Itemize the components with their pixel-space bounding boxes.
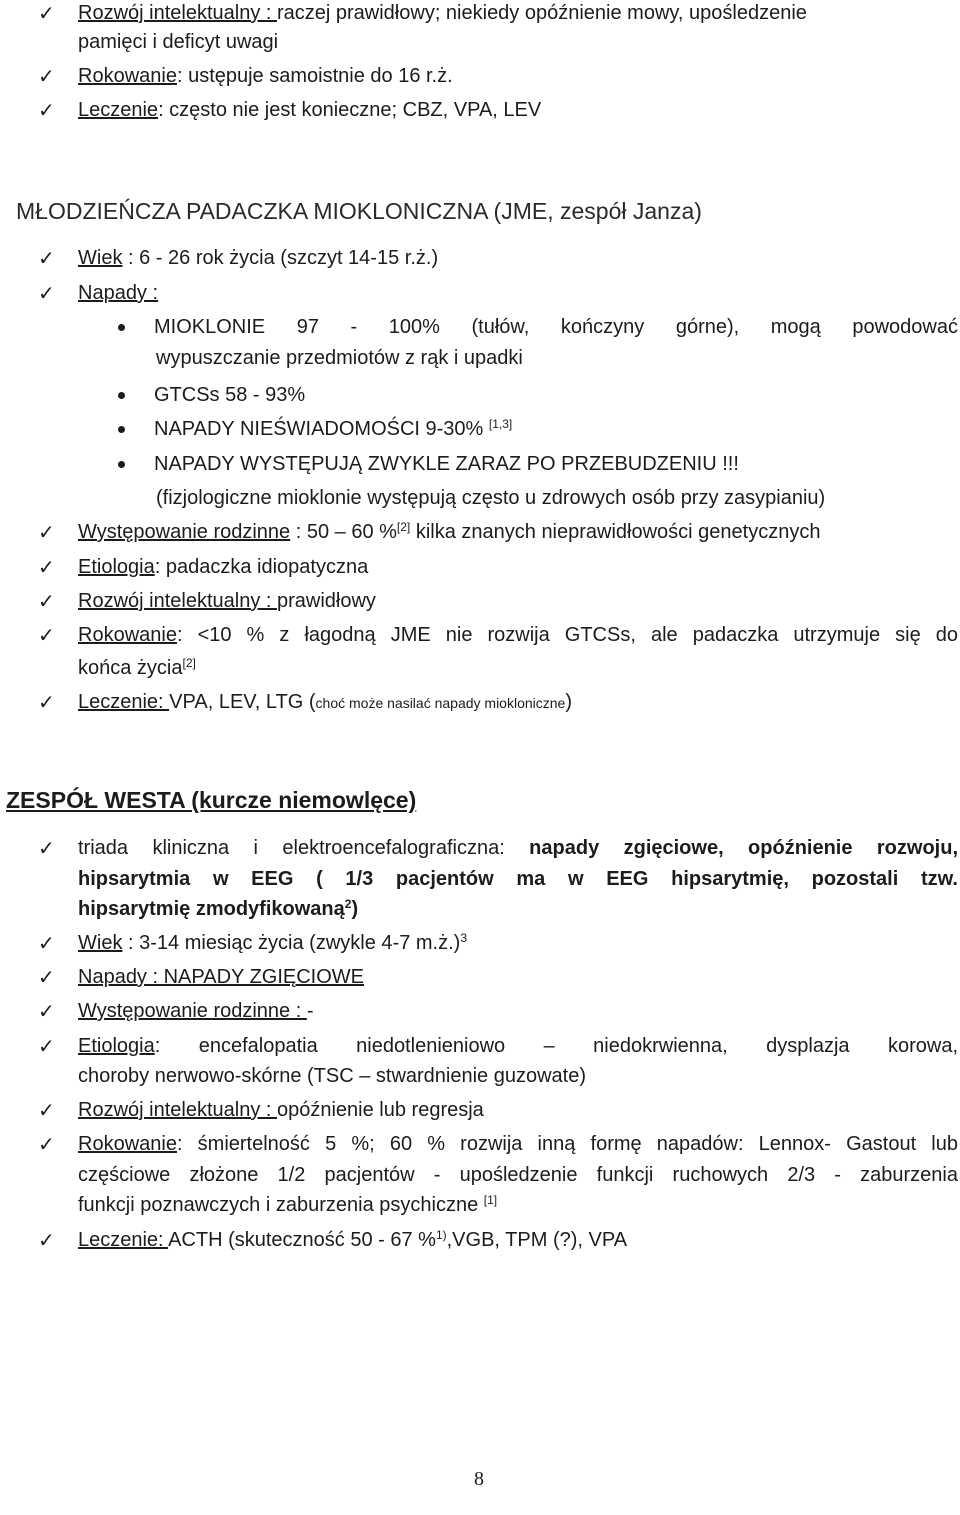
jme-rodzinne-ref: [2]	[396, 520, 411, 534]
jme-rokowanie-ref: [2]	[182, 656, 196, 670]
west-rokowanie-ref: [1]	[483, 1193, 498, 1207]
west-leczenie-value: ACTH (skuteczność 50 - 67 %	[168, 1229, 436, 1251]
jme-rodzinne-line	[78, 520, 820, 544]
west-triada-line-3	[78, 897, 358, 921]
jme-rozwoj-value: prawidłowy	[276, 590, 376, 612]
jme-rokowanie-label: Rokowanie	[78, 624, 177, 646]
jme-nieswiadomosci-text: NAPADY NIEŚWIADOMOŚCI 9-30%	[154, 418, 489, 440]
checkmark-icon: ✓	[38, 1228, 55, 1252]
jme-nieswiadomosci-ref: [1,3]	[488, 417, 513, 431]
intro-rokowanie-value: : ustępuje samoistnie do 16 r.ż.	[176, 65, 453, 87]
west-rozwoj-label: Rozwój intelektualny :	[78, 1099, 277, 1121]
jme-heading: MŁODZIEŃCZA PADACZKA MIOKLONICZNA (JME, zespół Janza)	[16, 198, 702, 224]
west-triada-bold: napady zgięciowe, opóźnienie rozwoju,	[529, 837, 958, 859]
checkmark-icon: ✓	[38, 1132, 55, 1156]
west-triada-sup: 2	[344, 897, 352, 911]
checkmark-icon: ✓	[38, 690, 55, 714]
checkmark-icon: ✓	[38, 965, 55, 989]
bullet-dot-icon	[118, 324, 125, 331]
intro-leczenie-line	[78, 98, 541, 122]
checkmark-icon: ✓	[38, 1098, 55, 1122]
intro-rozwoj-value: raczej prawidłowy; niekiedy opóźnienie mowy, upośledzenie	[276, 2, 807, 24]
jme-leczenie-value: VPA, LEV, LTG (	[169, 691, 316, 713]
intro-rokowanie-line	[78, 64, 453, 88]
west-rodzinne-value: -	[306, 1000, 314, 1022]
jme-leczenie-label: Leczenie:	[78, 691, 170, 713]
jme-rodzinne-label: Występowanie rodzinne	[78, 521, 291, 543]
jme-leczenie-line	[78, 690, 572, 715]
checkmark-icon: ✓	[38, 1, 55, 25]
west-etiologia-label: Etiologia	[78, 1035, 155, 1057]
west-etiologia-line-2: choroby nerwowo-skórne (TSC – stwardnienie guzowate)	[78, 1065, 587, 1087]
checkmark-icon: ✓	[38, 64, 55, 88]
jme-wiek-label: Wiek	[78, 247, 123, 269]
jme-fizjologiczne: (fizjologiczne mioklonie występują często u zdrowych osób przy zasypianiu)	[156, 487, 826, 509]
west-triada-line	[78, 836, 958, 860]
jme-wiek-value: : 6 - 26 rok życia (szczyt 14-15 r.ż.)	[122, 247, 439, 269]
west-rozwoj-line	[78, 1098, 484, 1122]
west-wiek-sup: 3	[460, 931, 467, 945]
jme-rodzinne-value: : 50 – 60 %	[290, 521, 397, 543]
checkmark-icon: ✓	[38, 999, 55, 1023]
checkmark-icon: ✓	[38, 98, 55, 122]
checkmark-icon: ✓	[38, 520, 55, 544]
jme-rokowanie-value: : <10 % z łagodną JME nie rozwija GTCSs, ale padaczka utrzymuje się do	[176, 624, 958, 646]
intro-rozwoj-line-2: pamięci i deficyt uwagi	[78, 31, 279, 53]
west-rokowanie-value-3: funkcji poznawczych i zaburzenia psychiczne	[78, 1194, 484, 1216]
bullet-dot-icon	[118, 392, 125, 399]
jme-rozwoj-line	[78, 589, 376, 613]
west-triada-text: triada kliniczna i elektroencefalograficzna:	[78, 837, 530, 859]
checkmark-icon: ✓	[38, 555, 55, 579]
west-leczenie-tail: ,VGB, TPM (?), VPA	[446, 1229, 628, 1251]
page-number: 8	[474, 1468, 484, 1490]
west-triada-text-3: hipsarytmię zmodyfikowaną	[78, 898, 345, 920]
intro-leczenie-value: : często nie jest konieczne; CBZ, VPA, LEV	[158, 99, 542, 121]
west-etiologia-value: : encefalopatia niedotlenieniowo – niedokrwienna, dysplazja korowa,	[154, 1035, 958, 1057]
west-rodzinne-line	[78, 999, 314, 1023]
bullet-dot-icon	[118, 426, 125, 433]
checkmark-icon: ✓	[38, 836, 55, 860]
jme-nieswiadomosci	[154, 417, 512, 441]
west-leczenie-sup: 1)	[435, 1228, 447, 1242]
west-rozwoj-value: opóźnienie lub regresja	[276, 1099, 484, 1121]
west-triada-end: )	[351, 898, 359, 920]
jme-mioklonie-line: MIOKLONIE 97 - 100% (tułów, kończyny górne), mogą powodować	[154, 316, 958, 338]
jme-rokowanie-value-2: końca życia	[78, 657, 183, 679]
west-triada-line-2: hipsarytmia w EEG ( 1/3 pacjentów ma w EEG hipsarytmię, pozostali tzw.	[78, 868, 958, 890]
jme-rokowanie-line	[78, 623, 958, 647]
intro-rozwoj-label: Rozwój intelektualny :	[78, 2, 277, 24]
west-rokowanie-label: Rokowanie	[78, 1133, 177, 1155]
jme-etiologia-line	[78, 555, 368, 579]
checkmark-icon: ✓	[38, 281, 55, 305]
west-rokowanie-line	[78, 1132, 958, 1156]
checkmark-icon: ✓	[38, 931, 55, 955]
west-wiek-label: Wiek	[78, 932, 123, 954]
west-rokowanie-line-2: częściowe złożone 1/2 pacjentów - upośledzenie funkcji ruchowych 2/3 - zaburzenia	[78, 1164, 958, 1186]
west-etiologia-line	[78, 1034, 958, 1058]
west-napady: Napady : NAPADY ZGIĘCIOWE	[78, 966, 365, 988]
west-leczenie-label: Leczenie:	[78, 1229, 169, 1251]
jme-napady-label: Napady :	[78, 282, 159, 304]
jme-etiologia-value: : padaczka idiopatyczna	[154, 556, 369, 578]
jme-gtcs: GTCSs 58 - 93%	[154, 384, 306, 406]
west-wiek-line	[78, 931, 467, 955]
west-leczenie-line	[78, 1228, 627, 1252]
jme-rodzinne-tail: kilka znanych nieprawidłowości genetycznych	[410, 521, 821, 543]
jme-leczenie-note: choć może nasilać napady miokloniczne	[315, 695, 566, 711]
jme-wystepuja: NAPADY WYSTĘPUJĄ ZWYKLE ZARAZ PO PRZEBUDZENIU !!!	[154, 453, 739, 475]
checkmark-icon: ✓	[38, 623, 55, 647]
intro-rokowanie-label: Rokowanie	[78, 65, 177, 87]
jme-rozwoj-label: Rozwój intelektualny :	[78, 590, 277, 612]
jme-etiologia-label: Etiologia	[78, 556, 155, 578]
west-rokowanie-line-3	[78, 1193, 497, 1217]
intro-leczenie-label: Leczenie	[78, 99, 159, 121]
west-rokowanie-value: : śmiertelność 5 %; 60 % rozwija inną formę napadów: Lennox- Gastout lub	[176, 1133, 958, 1155]
jme-rokowanie-line-2	[78, 656, 196, 680]
jme-wiek-line	[78, 246, 438, 270]
checkmark-icon: ✓	[38, 589, 55, 613]
west-heading: ZESPÓŁ WESTA (kurcze niemowlęce)	[6, 787, 417, 813]
west-wiek-value: : 3-14 miesiąc życia (zwykle 4-7 m.ż.)	[122, 932, 461, 954]
west-rodzinne-label: Występowanie rodzinne :	[78, 1000, 307, 1022]
bullet-dot-icon	[118, 461, 125, 468]
jme-leczenie-close: )	[565, 691, 573, 713]
checkmark-icon: ✓	[38, 1034, 55, 1058]
intro-rozwoj-line	[78, 1, 958, 25]
checkmark-icon: ✓	[38, 246, 55, 270]
jme-mioklonie-line-2: wypuszczanie przedmiotów z rąk i upadki	[156, 347, 523, 369]
